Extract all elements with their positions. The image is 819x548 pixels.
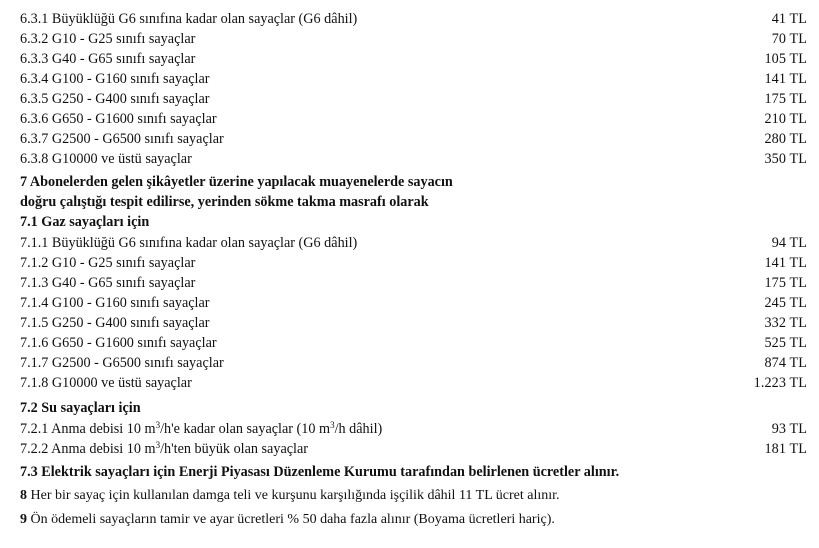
item-text: 7.1.7 G2500 - G6500 sınıfı sayaçlar (20, 355, 224, 371)
item-price: 141 TL (764, 255, 807, 271)
item-text: 6.3.8 G10000 ve üstü sayaçlar (20, 151, 192, 167)
item-price: 175 TL (764, 275, 807, 291)
item-text: 6.3.6 G650 - G1600 sınıfı sayaçlar (20, 111, 217, 127)
item-price: 93 TL (771, 421, 807, 437)
list-item (20, 353, 807, 373)
list-item (20, 333, 807, 353)
list-item (20, 9, 807, 29)
list-item (20, 439, 807, 459)
item-price: 874 TL (764, 355, 807, 371)
item-text: 7.1.5 G250 - G400 sınıfı sayaçlar (20, 315, 210, 331)
list-item (20, 129, 807, 149)
list-item (20, 253, 807, 273)
item-text: 7.1.8 G10000 ve üstü sayaçlar (20, 375, 192, 391)
item-text: 7.1.2 G10 - G25 sınıfı sayaçlar (20, 255, 196, 271)
item-text: 7.1.6 G650 - G1600 sınıfı sayaçlar (20, 335, 217, 351)
item-price: 94 TL (771, 235, 807, 251)
item-text: 6.3.1 Büyüklüğü G6 sınıfına kadar olan sayaçlar (G6 dâhil) (20, 11, 358, 27)
item-price: 332 TL (764, 315, 807, 331)
item-text: 7.1.4 G100 - G160 sınıfı sayaçlar (20, 295, 210, 311)
subsection-heading: 7.2 Su sayaçları için (20, 400, 141, 416)
item-price: 70 TL (771, 31, 807, 47)
list-item (20, 293, 807, 313)
item-price: 181 TL (764, 441, 807, 457)
item-price: 105 TL (764, 51, 807, 67)
item-text: 7.1.1 Büyüklüğü G6 sınıfına kadar olan sayaçlar (G6 dâhil) (20, 235, 358, 251)
item-price: 280 TL (764, 131, 807, 147)
subsection-statement: 7.3 Elektrik sayaçları için Enerji Piyasası Düzenleme Kurumu tarafından belirlenen ücretler alınır. (20, 464, 620, 480)
list-item (20, 233, 807, 253)
list-item (20, 149, 807, 169)
section-heading: 7 Abonelerden gelen şikâyetler üzerine yapılacak muayenelerde sayacın (20, 174, 453, 190)
list-item (20, 49, 807, 69)
item-price: 525 TL (764, 335, 807, 351)
list-item (20, 89, 807, 109)
note-8: 8 Her bir sayaç için kullanılan damga teli ve kurşunu karşılığında işçilik dâhil 11 TL ücret alınır. (20, 488, 560, 503)
item-price: 41 TL (771, 11, 807, 27)
item-text: 6.3.3 G40 - G65 sınıfı sayaçlar (20, 51, 196, 67)
list-item (20, 273, 807, 293)
item-text: 6.3.7 G2500 - G6500 sınıfı sayaçlar (20, 131, 224, 147)
item-text: 6.3.5 G250 - G400 sınıfı sayaçlar (20, 91, 210, 107)
item-price: 210 TL (764, 111, 807, 127)
item-price: 245 TL (764, 295, 807, 311)
section-heading-continued: doğru çalıştığı tespit edilirse, yerinden sökme takma masrafı olarak (20, 194, 429, 210)
item-text: 6.3.4 G100 - G160 sınıfı sayaçlar (20, 71, 210, 87)
item-text: 7.2.1 Anma debisi 10 $m^3/h'e$ kadar olan sayaçlar (10 $m^3/h$ dâhil) (20, 420, 383, 437)
item-text: 6.3.2 G10 - G25 sınıfı sayaçlar (20, 31, 196, 47)
list-item (20, 29, 807, 49)
list-item (20, 419, 807, 439)
item-price: 175 TL (764, 91, 807, 107)
item-text: 7.1.3 G40 - G65 sınıfı sayaçlar (20, 275, 196, 291)
list-item (20, 373, 807, 393)
list-item (20, 69, 807, 89)
item-text: 7.2.2 Anma debisi 10 $m^3/h'ten$ büyük olan sayaçlar (20, 440, 309, 457)
item-price: 141 TL (764, 71, 807, 87)
list-item (20, 313, 807, 333)
subsection-heading: 7.1 Gaz sayaçları için (20, 214, 150, 230)
item-price: 1.223 TL (753, 375, 807, 391)
item-price: 350 TL (764, 151, 807, 167)
note-9: 9 Ön ödemeli sayaçların tamir ve ayar ücretleri % 50 daha fazla alınır (Boyama ücretleri hariç). (20, 512, 555, 527)
list-item (20, 109, 807, 129)
